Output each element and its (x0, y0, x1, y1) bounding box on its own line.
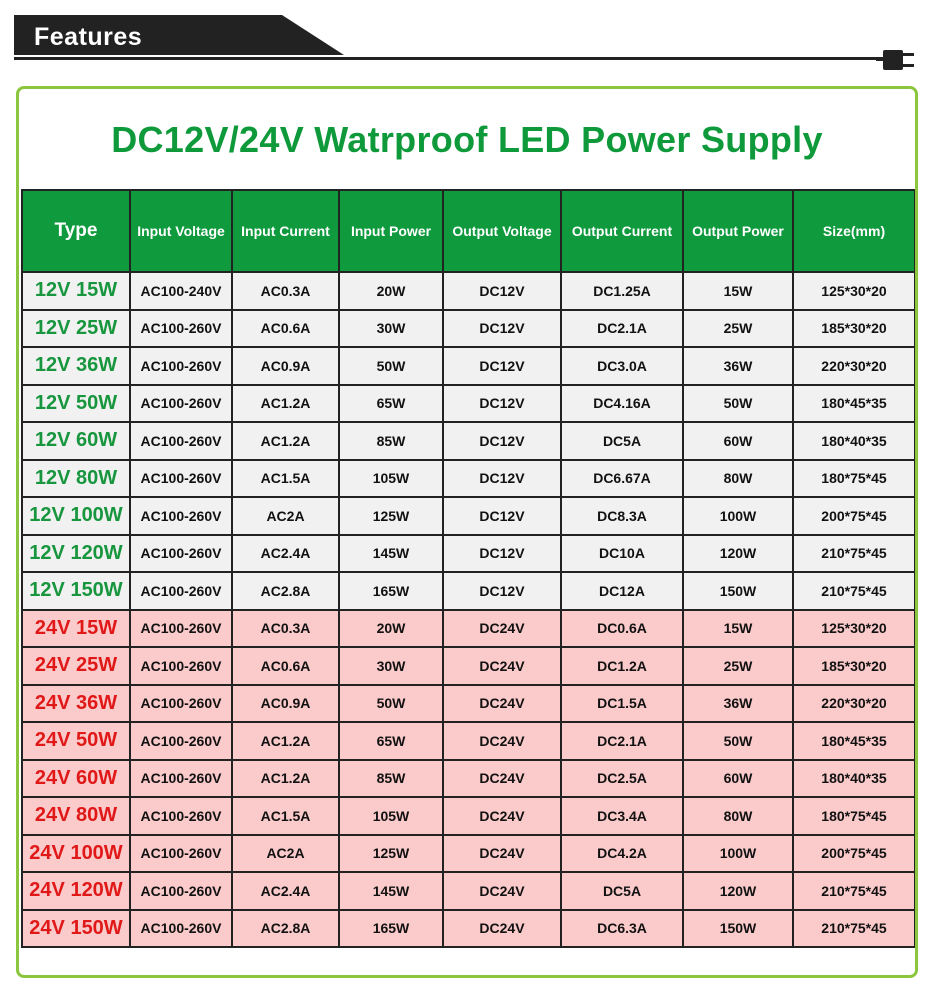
table-row (22, 497, 915, 535)
table-cell: DC24V (443, 647, 561, 685)
table-cell: 15W (683, 610, 793, 648)
table-cell: DC3.0A (561, 347, 683, 385)
table-cell: 210*75*45 (793, 535, 915, 573)
table-row (22, 647, 915, 685)
table-cell: AC100-240V (130, 272, 232, 310)
column-header: Input Power (339, 190, 443, 272)
table-cell: AC2.8A (232, 572, 339, 610)
table-cell: 30W (339, 647, 443, 685)
table-cell: DC12V (443, 535, 561, 573)
table-cell: 80W (683, 460, 793, 498)
table-cell: DC24V (443, 685, 561, 723)
table-cell: AC100-260V (130, 872, 232, 910)
type-cell: 12V 100W (22, 497, 130, 535)
table-cell: 50W (339, 685, 443, 723)
table-cell: AC100-260V (130, 685, 232, 723)
table-cell: DC1.2A (561, 647, 683, 685)
table-cell: 65W (339, 722, 443, 760)
table-cell: AC0.3A (232, 610, 339, 648)
table-cell: AC2A (232, 835, 339, 873)
table-cell: DC12V (443, 310, 561, 348)
column-header: Input Voltage (130, 190, 232, 272)
table-cell: DC5A (561, 872, 683, 910)
table-cell: AC0.9A (232, 347, 339, 385)
table-cell: 180*45*35 (793, 385, 915, 423)
table-cell: DC8.3A (561, 497, 683, 535)
table-cell: AC100-260V (130, 347, 232, 385)
table-row (22, 535, 915, 573)
table-cell: 105W (339, 797, 443, 835)
column-header: Output Power (683, 190, 793, 272)
type-cell: 24V 120W (22, 872, 130, 910)
type-cell: 12V 60W (22, 422, 130, 460)
table-cell: 120W (683, 535, 793, 573)
type-cell: 24V 80W (22, 797, 130, 835)
table-cell: 150W (683, 572, 793, 610)
table-cell: AC2.4A (232, 872, 339, 910)
table-cell: AC100-260V (130, 722, 232, 760)
table-cell: AC1.2A (232, 760, 339, 798)
table-cell: AC0.6A (232, 647, 339, 685)
table-cell: DC12V (443, 422, 561, 460)
table-cell: 165W (339, 572, 443, 610)
table-row (22, 722, 915, 760)
table-cell: 120W (683, 872, 793, 910)
type-cell: 12V 15W (22, 272, 130, 310)
table-cell: 180*40*35 (793, 422, 915, 460)
type-cell: 24V 36W (22, 685, 130, 723)
table-cell: 145W (339, 872, 443, 910)
table-cell: DC24V (443, 610, 561, 648)
table-cell: AC100-260V (130, 385, 232, 423)
table-cell: 185*30*20 (793, 647, 915, 685)
table-cell: 180*45*35 (793, 722, 915, 760)
type-cell: 12V 25W (22, 310, 130, 348)
table-cell: 180*75*45 (793, 460, 915, 498)
table-cell: 165W (339, 910, 443, 948)
column-header: Output Voltage (443, 190, 561, 272)
table-cell: 15W (683, 272, 793, 310)
table-cell: 150W (683, 910, 793, 948)
table-cell: DC24V (443, 722, 561, 760)
type-cell: 12V 80W (22, 460, 130, 498)
table-cell: DC6.67A (561, 460, 683, 498)
table-cell: DC5A (561, 422, 683, 460)
type-cell: 24V 50W (22, 722, 130, 760)
table-cell: DC1.5A (561, 685, 683, 723)
table-cell: AC1.2A (232, 422, 339, 460)
table-cell: AC100-260V (130, 535, 232, 573)
table-cell: 60W (683, 760, 793, 798)
table-cell: AC100-260V (130, 910, 232, 948)
table-cell: AC100-260V (130, 460, 232, 498)
table-cell: AC1.5A (232, 460, 339, 498)
table-cell: DC12V (443, 385, 561, 423)
table-cell: DC2.1A (561, 310, 683, 348)
table-cell: 180*75*45 (793, 797, 915, 835)
table-cell: AC0.9A (232, 685, 339, 723)
table-cell: DC10A (561, 535, 683, 573)
table-cell: 145W (339, 535, 443, 573)
type-cell: 12V 120W (22, 535, 130, 573)
table-cell: AC100-260V (130, 610, 232, 648)
card-title: DC12V/24V Watrproof LED Power Supply (111, 119, 823, 160)
table-cell: DC4.2A (561, 835, 683, 873)
column-header: Type (22, 190, 130, 272)
table-cell: DC0.6A (561, 610, 683, 648)
type-cell: 24V 100W (22, 835, 130, 873)
table-cell: DC2.1A (561, 722, 683, 760)
table-cell: AC100-260V (130, 835, 232, 873)
table-cell: 36W (683, 347, 793, 385)
table-cell: 65W (339, 385, 443, 423)
table-row (22, 685, 915, 723)
table-cell: AC1.2A (232, 385, 339, 423)
table-cell: AC1.2A (232, 722, 339, 760)
table-cell: DC12V (443, 272, 561, 310)
table-row (22, 910, 915, 948)
type-cell: 12V 50W (22, 385, 130, 423)
spec-card (16, 86, 918, 978)
table-cell: DC4.16A (561, 385, 683, 423)
table-cell: AC100-260V (130, 310, 232, 348)
table-cell: 185*30*20 (793, 310, 915, 348)
table-cell: 200*75*45 (793, 497, 915, 535)
table-cell: 125*30*20 (793, 272, 915, 310)
table-cell: DC24V (443, 872, 561, 910)
table-cell: AC2.4A (232, 535, 339, 573)
table-cell: AC0.3A (232, 272, 339, 310)
table-cell: 105W (339, 460, 443, 498)
table-cell: AC1.5A (232, 797, 339, 835)
table-cell: 20W (339, 272, 443, 310)
table-cell: AC2.8A (232, 910, 339, 948)
table-cell: DC24V (443, 835, 561, 873)
table-row (22, 835, 915, 873)
table-cell: DC12V (443, 460, 561, 498)
column-header: Input Current (232, 190, 339, 272)
table-cell: 100W (683, 497, 793, 535)
table-cell: DC1.25A (561, 272, 683, 310)
table-cell: 210*75*45 (793, 910, 915, 948)
table-row (22, 460, 915, 498)
table-cell: AC100-260V (130, 422, 232, 460)
table-cell: 125W (339, 497, 443, 535)
table-cell: AC100-260V (130, 797, 232, 835)
table-cell: 36W (683, 685, 793, 723)
column-header: Size(mm) (793, 190, 915, 272)
table-row (22, 310, 915, 348)
table-cell: DC24V (443, 760, 561, 798)
table-cell: DC12V (443, 497, 561, 535)
table-cell: AC100-260V (130, 572, 232, 610)
table-cell: DC24V (443, 910, 561, 948)
table-row (22, 797, 915, 835)
table-row (22, 610, 915, 648)
table-cell: 125*30*20 (793, 610, 915, 648)
section-title: Features (34, 23, 143, 51)
table-header-row (22, 190, 915, 272)
table-cell: AC100-260V (130, 497, 232, 535)
table-cell: 210*75*45 (793, 572, 915, 610)
table-cell: AC100-260V (130, 647, 232, 685)
table-body (22, 272, 915, 947)
table-cell: 50W (339, 347, 443, 385)
table-cell: 30W (339, 310, 443, 348)
table-cell: DC24V (443, 797, 561, 835)
table-row (22, 385, 915, 423)
table-cell: 25W (683, 310, 793, 348)
table-cell: 210*75*45 (793, 872, 915, 910)
type-cell: 24V 150W (22, 910, 130, 948)
table-cell: DC3.4A (561, 797, 683, 835)
table-cell: 20W (339, 610, 443, 648)
type-cell: 24V 25W (22, 647, 130, 685)
table-cell: DC6.3A (561, 910, 683, 948)
table-cell: DC2.5A (561, 760, 683, 798)
table-cell: 85W (339, 760, 443, 798)
table-cell: 60W (683, 422, 793, 460)
power-plug-icon (876, 47, 916, 73)
table-cell: 100W (683, 835, 793, 873)
spec-table (21, 189, 916, 948)
type-cell: 24V 15W (22, 610, 130, 648)
table-row (22, 422, 915, 460)
table-cell: 125W (339, 835, 443, 873)
type-cell: 24V 60W (22, 760, 130, 798)
table-row (22, 347, 915, 385)
table-cell: AC0.6A (232, 310, 339, 348)
type-cell: 12V 150W (22, 572, 130, 610)
table-cell: AC100-260V (130, 760, 232, 798)
table-cell: 220*30*20 (793, 347, 915, 385)
table-cell: AC2A (232, 497, 339, 535)
type-cell: 12V 36W (22, 347, 130, 385)
table-cell: 80W (683, 797, 793, 835)
table-row (22, 872, 915, 910)
table-cell: 180*40*35 (793, 760, 915, 798)
table-row (22, 272, 915, 310)
table-cell: 200*75*45 (793, 835, 915, 873)
table-cell: 85W (339, 422, 443, 460)
table-row (22, 572, 915, 610)
table-cell: DC12V (443, 572, 561, 610)
table-cell: 50W (683, 722, 793, 760)
table-row (22, 760, 915, 798)
table-cell: 220*30*20 (793, 685, 915, 723)
header-divider (14, 57, 884, 60)
table-cell: DC12V (443, 347, 561, 385)
table-cell: 25W (683, 647, 793, 685)
table-cell: 50W (683, 385, 793, 423)
column-header: Output Current (561, 190, 683, 272)
table-cell: DC12A (561, 572, 683, 610)
